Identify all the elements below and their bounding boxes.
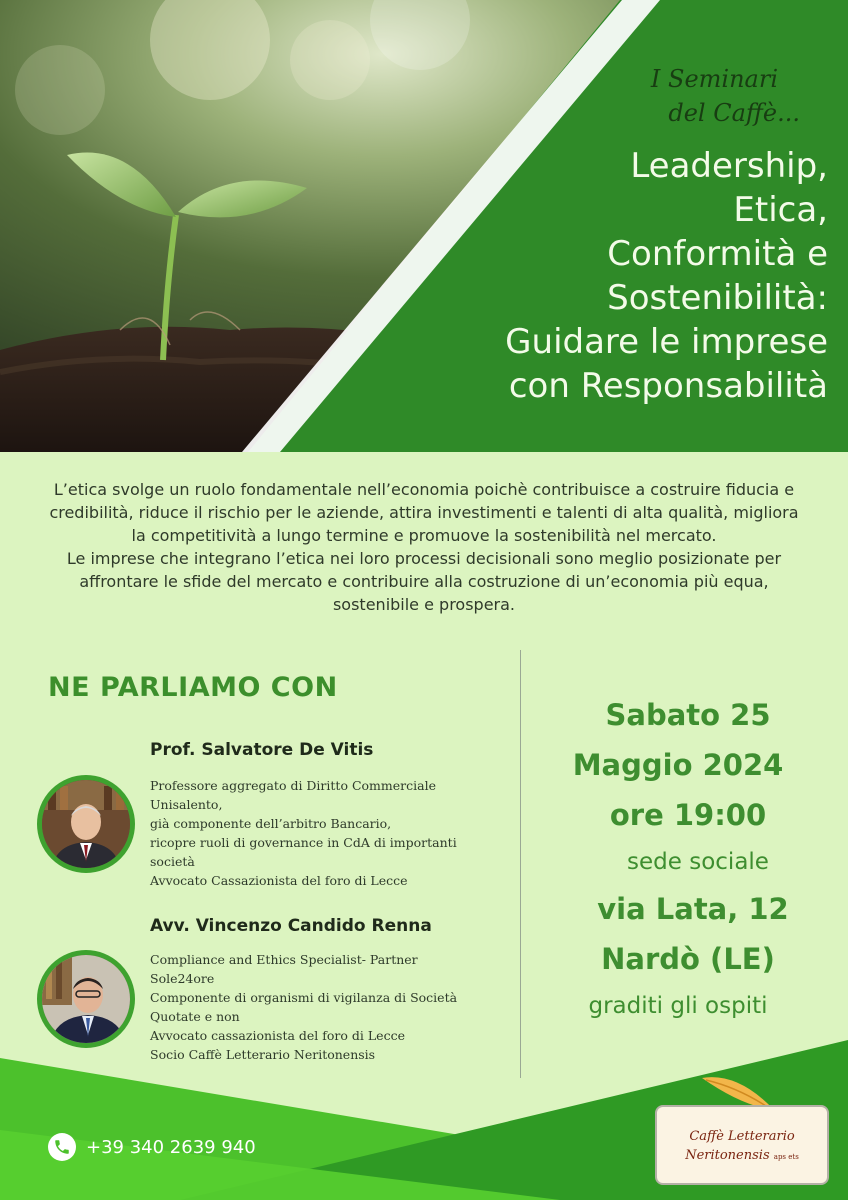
bio-line: Avvocato cassazionista del foro di Lecce bbox=[150, 1028, 405, 1043]
intro-paragraph-1: L’etica svolge un ruolo fondamentale nell’economia poichè contribuisce a costruire fiducia e credibilità, riduce il rischio per le aziende, attira investimenti e talenti di alta qualità, migliora la competitività a lungo termine e promuove la sostenibilità nel mercato. bbox=[49, 480, 799, 545]
avatar bbox=[37, 950, 135, 1048]
event-title bbox=[328, 144, 828, 408]
bio-line: Professore aggregato di Diritto Commerciale bbox=[150, 778, 436, 793]
bio-line: Sole24ore bbox=[150, 971, 215, 986]
event-city: Nardò (LE) bbox=[601, 942, 775, 976]
logo-suffix: aps ets bbox=[773, 1153, 799, 1161]
speakers-heading: NE PARLIAMO CON bbox=[48, 672, 338, 703]
title-line: Leadership, bbox=[630, 146, 828, 186]
column-divider bbox=[520, 650, 521, 1078]
event-time: ore 19:00 bbox=[609, 798, 767, 832]
event-note: graditi gli ospiti bbox=[588, 993, 768, 1019]
series-line-1: I Seminari bbox=[650, 65, 778, 93]
avatar bbox=[37, 775, 135, 873]
speaker-name: Prof. Salvatore De Vitis bbox=[150, 740, 374, 760]
bio-line: Avvocato Cassazionista del foro di Lecce bbox=[150, 873, 408, 888]
organizer-logo bbox=[655, 1105, 829, 1185]
bio-line: Unisalento, bbox=[150, 797, 223, 812]
bio-line: Compliance and Ethics Specialist- Partner bbox=[150, 952, 418, 967]
logo-line-1: Caffè Letterario bbox=[689, 1129, 795, 1144]
title-line: Guidare le imprese bbox=[505, 322, 828, 362]
speaker-name: Avv. Vincenzo Candido Renna bbox=[150, 916, 432, 936]
seminar-series-title bbox=[650, 62, 800, 130]
title-line: Sostenibilità: bbox=[607, 278, 828, 318]
event-street: via Lata, 12 bbox=[597, 892, 789, 926]
bio-line: società bbox=[150, 854, 195, 869]
bio-line: Quotate e non bbox=[150, 1009, 240, 1024]
event-venue: sede sociale bbox=[627, 849, 769, 875]
event-date-line-2: Maggio 2024 bbox=[572, 748, 784, 782]
bio-line: già componente dell’arbitro Bancario, bbox=[150, 816, 392, 831]
intro-paragraph-2: Le imprese che integrano l’etica nei loro processi decisionali sono meglio posizionate per affrontare le sfide del mercato e contribuire alla costruzione di un’economia più equa, sostenibile e prospera. bbox=[66, 549, 782, 614]
intro-text bbox=[40, 478, 808, 616]
phone-number: +39 340 2639 940 bbox=[86, 1136, 256, 1158]
phone-icon bbox=[48, 1133, 76, 1161]
title-line: Conformità e bbox=[607, 234, 828, 274]
logo-line-2: Neritonensis bbox=[685, 1148, 770, 1163]
event-date-line-1: Sabato 25 bbox=[605, 698, 771, 732]
bio-line: Socio Caffè Letterario Neritonensis bbox=[150, 1047, 376, 1062]
event-details bbox=[548, 690, 828, 1028]
hero-banner bbox=[0, 0, 848, 452]
title-line: con Responsabilità bbox=[508, 366, 828, 406]
speaker-bio bbox=[150, 776, 457, 890]
bio-line: ricopre ruoli di governance in CdA di importanti bbox=[150, 835, 457, 850]
bio-line: Componente di organismi di vigilanza di Società bbox=[150, 990, 458, 1005]
phone-contact[interactable] bbox=[48, 1132, 256, 1162]
title-line: Etica, bbox=[733, 190, 828, 230]
series-line-2: del Caffè... bbox=[668, 99, 800, 127]
